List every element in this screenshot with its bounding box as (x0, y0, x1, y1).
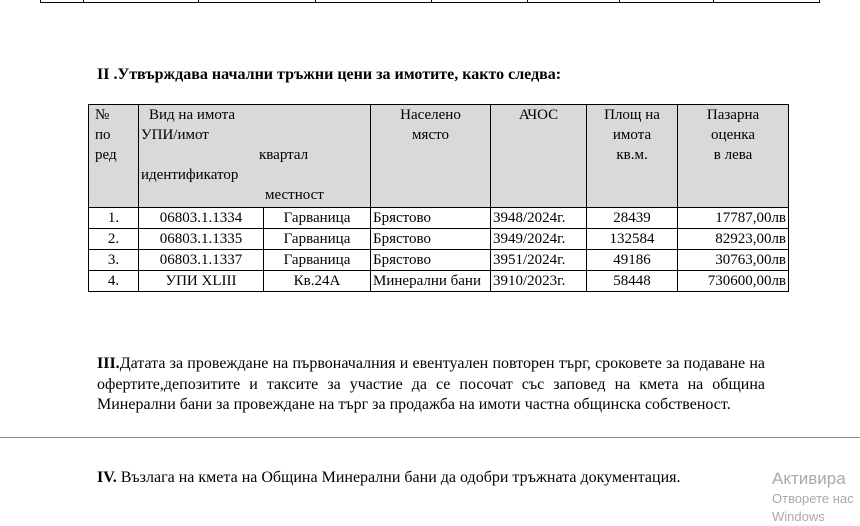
row-location: Гарваница (264, 229, 371, 250)
row-value: 82923,00лв (678, 229, 789, 250)
watermark-line-3: Windows (772, 509, 825, 524)
table-row (89, 250, 789, 271)
section-3-paragraph (97, 354, 765, 416)
row-no: 3. (89, 250, 139, 271)
header-no: № по ред (89, 105, 139, 208)
section-3-text: Датата за провеждане на първоначалния и евентуален повторен търг, сроковете за подаване на офертите,депозитите и таксите за участие да се посочат със заповед на кмета на община Минерални бани за провеждане на търг за продажба на имоти частна общинска собственост. (97, 355, 765, 413)
row-place: Брястово (371, 208, 491, 229)
row-identifier: УПИ XLIII (139, 271, 264, 292)
header-valuation: Пазарна оценка в лева (678, 105, 789, 208)
header-area: Площ на имота кв.м. (587, 105, 678, 208)
row-place: Брястово (371, 229, 491, 250)
previous-table-fragment (40, 0, 820, 3)
row-area: 28439 (587, 208, 678, 229)
row-area: 132584 (587, 229, 678, 250)
row-achos: 3949/2024г. (491, 229, 587, 250)
watermark-line-2: Отворете нас (772, 491, 854, 506)
table-row (89, 229, 789, 250)
row-value: 17787,00лв (678, 208, 789, 229)
row-no: 4. (89, 271, 139, 292)
row-identifier: 06803.1.1335 (139, 229, 264, 250)
header-achos: АЧОС (491, 105, 587, 208)
table-header-row (89, 105, 789, 208)
header-property-type: Вид на имота УПИ/имот квартал идентификатор местност (139, 105, 371, 208)
row-identifier: 06803.1.1337 (139, 250, 264, 271)
windows-activation-watermark (772, 468, 854, 526)
header-place: Населено място (371, 105, 491, 208)
row-location: Кв.24А (264, 271, 371, 292)
row-no: 2. (89, 229, 139, 250)
table-row (89, 271, 789, 292)
row-achos: 3951/2024г. (491, 250, 587, 271)
row-place: Брястово (371, 250, 491, 271)
page-break-line (0, 437, 860, 438)
section-4-number: IV. (97, 469, 117, 486)
row-value: 30763,00лв (678, 250, 789, 271)
section-2-heading: II .Утвърждава начални тръжни цени за имотите, както следва: (97, 66, 562, 83)
prices-table (88, 104, 789, 292)
row-value: 730600,00лв (678, 271, 789, 292)
section-4-paragraph (97, 468, 777, 489)
section-4-text: Възлага на кмета на Община Минерални бани да одобри тръжната документация. (120, 469, 681, 486)
row-place: Минерални бани (371, 271, 491, 292)
row-location: Гарваница (264, 250, 371, 271)
row-no: 1. (89, 208, 139, 229)
row-achos: 3948/2024г. (491, 208, 587, 229)
table-row (89, 208, 789, 229)
row-area: 58448 (587, 271, 678, 292)
row-achos: 3910/2023г. (491, 271, 587, 292)
row-area: 49186 (587, 250, 678, 271)
row-identifier: 06803.1.1334 (139, 208, 264, 229)
watermark-line-1: Активира (772, 469, 846, 488)
section-3-number: III. (97, 355, 120, 372)
row-location: Гарваница (264, 208, 371, 229)
